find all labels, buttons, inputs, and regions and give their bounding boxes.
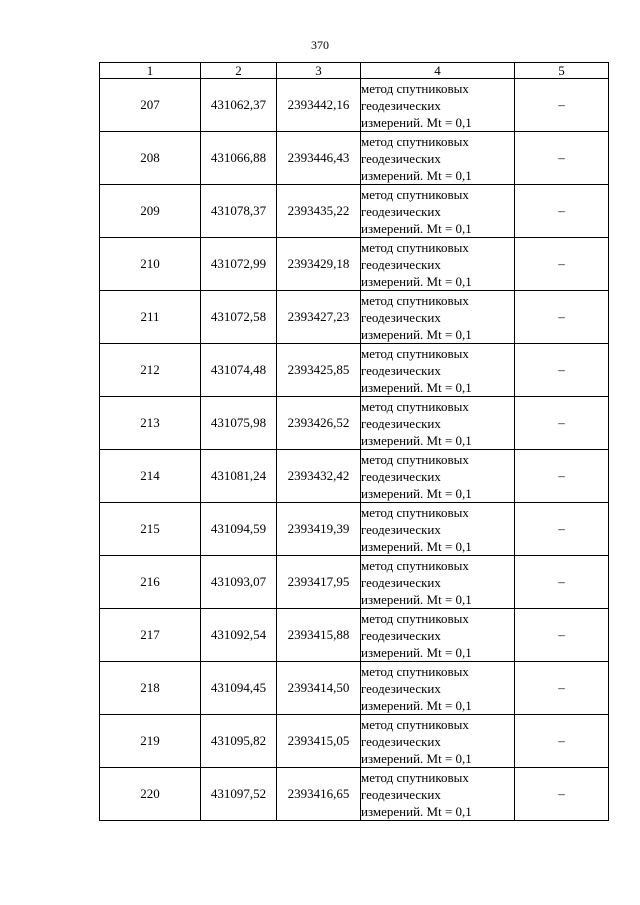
method-text-line: измерений. Mt = 0,1	[361, 750, 472, 766]
method-cell	[361, 662, 515, 715]
note-cell: –	[515, 344, 609, 397]
method-text-line: метод спутниковых	[361, 451, 469, 467]
note-cell: –	[515, 662, 609, 715]
y-coordinate-cell: 2393425,85	[277, 344, 361, 397]
x-coordinate-cell: 431074,48	[201, 344, 277, 397]
method-text-line: измерений. Mt = 0,1	[361, 432, 472, 448]
x-coordinate-cell: 431095,82	[201, 715, 277, 768]
method-text-line: метод спутниковых	[361, 80, 469, 96]
point-number-cell: 220	[100, 768, 201, 821]
x-coordinate-cell: 431092,54	[201, 609, 277, 662]
method-text-line: геодезических	[361, 150, 441, 166]
point-number-cell: 210	[100, 238, 201, 291]
header-col-4: 4	[361, 63, 515, 79]
point-number-cell: 216	[100, 556, 201, 609]
method-text-line: измерений. Mt = 0,1	[361, 803, 472, 819]
y-coordinate-cell: 2393432,42	[277, 450, 361, 503]
method-text-line: измерений. Mt = 0,1	[361, 591, 472, 607]
method-text-line: метод спутниковых	[361, 769, 469, 785]
table-row	[100, 344, 609, 397]
note-cell: –	[515, 503, 609, 556]
note-cell: –	[515, 609, 609, 662]
method-cell	[361, 132, 515, 185]
method-cell	[361, 344, 515, 397]
method-cell	[361, 238, 515, 291]
point-number-cell: 217	[100, 609, 201, 662]
x-coordinate-cell: 431078,37	[201, 185, 277, 238]
table-row	[100, 556, 609, 609]
method-text-line: измерений. Mt = 0,1	[361, 167, 472, 183]
method-cell	[361, 715, 515, 768]
method-text-line: метод спутниковых	[361, 504, 469, 520]
note-cell: –	[515, 715, 609, 768]
y-coordinate-cell: 2393419,39	[277, 503, 361, 556]
method-text-line: геодезических	[361, 627, 441, 643]
method-text-line: метод спутниковых	[361, 557, 469, 573]
x-coordinate-cell: 431072,99	[201, 238, 277, 291]
point-number-cell: 208	[100, 132, 201, 185]
header-col-5: 5	[515, 63, 609, 79]
method-text-line: геодезических	[361, 468, 441, 484]
x-coordinate-cell: 431094,59	[201, 503, 277, 556]
note-cell: –	[515, 185, 609, 238]
method-text-line: геодезических	[361, 309, 441, 325]
point-number-cell: 209	[100, 185, 201, 238]
header-col-1: 1	[100, 63, 201, 79]
method-text-line: измерений. Mt = 0,1	[361, 273, 472, 289]
method-text-line: геодезических	[361, 733, 441, 749]
method-text-line: метод спутниковых	[361, 186, 469, 202]
table-header-row	[100, 63, 609, 79]
table-row	[100, 291, 609, 344]
x-coordinate-cell: 431072,58	[201, 291, 277, 344]
header-col-3: 3	[277, 63, 361, 79]
table-row	[100, 450, 609, 503]
method-cell	[361, 79, 515, 132]
note-cell: –	[515, 132, 609, 185]
note-cell: –	[515, 450, 609, 503]
method-text-line: геодезических	[361, 256, 441, 272]
table-row	[100, 715, 609, 768]
method-text-line: метод спутниковых	[361, 345, 469, 361]
note-cell: –	[515, 768, 609, 821]
method-text-line: измерений. Mt = 0,1	[361, 114, 472, 130]
method-text-line: метод спутниковых	[361, 292, 469, 308]
table-body	[100, 79, 609, 821]
table-row	[100, 662, 609, 715]
y-coordinate-cell: 2393415,05	[277, 715, 361, 768]
method-cell	[361, 556, 515, 609]
y-coordinate-cell: 2393442,16	[277, 79, 361, 132]
x-coordinate-cell: 431094,45	[201, 662, 277, 715]
method-text-line: метод спутниковых	[361, 716, 469, 732]
method-cell	[361, 609, 515, 662]
method-text-line: измерений. Mt = 0,1	[361, 220, 472, 236]
table-row	[100, 238, 609, 291]
table-row	[100, 79, 609, 132]
table-row	[100, 503, 609, 556]
point-number-cell: 211	[100, 291, 201, 344]
y-coordinate-cell: 2393446,43	[277, 132, 361, 185]
note-cell: –	[515, 238, 609, 291]
point-number-cell: 207	[100, 79, 201, 132]
y-coordinate-cell: 2393414,50	[277, 662, 361, 715]
method-text-line: геодезических	[361, 203, 441, 219]
y-coordinate-cell: 2393429,18	[277, 238, 361, 291]
method-text-line: геодезических	[361, 521, 441, 537]
method-cell	[361, 503, 515, 556]
note-cell: –	[515, 556, 609, 609]
header-col-2: 2	[201, 63, 277, 79]
coordinates-table	[99, 62, 609, 821]
method-cell	[361, 397, 515, 450]
x-coordinate-cell: 431075,98	[201, 397, 277, 450]
method-text-line: измерений. Mt = 0,1	[361, 326, 472, 342]
point-number-cell: 218	[100, 662, 201, 715]
method-cell	[361, 185, 515, 238]
point-number-cell: 219	[100, 715, 201, 768]
y-coordinate-cell: 2393415,88	[277, 609, 361, 662]
method-text-line: измерений. Mt = 0,1	[361, 538, 472, 554]
x-coordinate-cell: 431081,24	[201, 450, 277, 503]
method-text-line: геодезических	[361, 680, 441, 696]
method-text-line: измерений. Mt = 0,1	[361, 485, 472, 501]
method-text-line: измерений. Mt = 0,1	[361, 379, 472, 395]
x-coordinate-cell: 431093,07	[201, 556, 277, 609]
method-text-line: геодезических	[361, 415, 441, 431]
note-cell: –	[515, 397, 609, 450]
method-text-line: метод спутниковых	[361, 663, 469, 679]
point-number-cell: 212	[100, 344, 201, 397]
method-text-line: метод спутниковых	[361, 610, 469, 626]
y-coordinate-cell: 2393417,95	[277, 556, 361, 609]
point-number-cell: 214	[100, 450, 201, 503]
table-row	[100, 397, 609, 450]
method-text-line: метод спутниковых	[361, 239, 469, 255]
y-coordinate-cell: 2393416,65	[277, 768, 361, 821]
table-row	[100, 768, 609, 821]
method-text-line: геодезических	[361, 362, 441, 378]
method-text-line: геодезических	[361, 574, 441, 590]
x-coordinate-cell: 431097,52	[201, 768, 277, 821]
note-cell: –	[515, 291, 609, 344]
method-text-line: геодезических	[361, 786, 441, 802]
method-text-line: геодезических	[361, 97, 441, 113]
table-row	[100, 185, 609, 238]
method-text-line: метод спутниковых	[361, 398, 469, 414]
y-coordinate-cell: 2393426,52	[277, 397, 361, 450]
table-row	[100, 132, 609, 185]
x-coordinate-cell: 431062,37	[201, 79, 277, 132]
method-cell	[361, 768, 515, 821]
table-row	[100, 609, 609, 662]
method-cell	[361, 291, 515, 344]
method-text-line: измерений. Mt = 0,1	[361, 644, 472, 660]
method-cell	[361, 450, 515, 503]
x-coordinate-cell: 431066,88	[201, 132, 277, 185]
point-number-cell: 213	[100, 397, 201, 450]
page-number: 370	[311, 38, 329, 52]
y-coordinate-cell: 2393435,22	[277, 185, 361, 238]
point-number-cell: 215	[100, 503, 201, 556]
y-coordinate-cell: 2393427,23	[277, 291, 361, 344]
note-cell: –	[515, 79, 609, 132]
method-text-line: измерений. Mt = 0,1	[361, 697, 472, 713]
method-text-line: метод спутниковых	[361, 133, 469, 149]
